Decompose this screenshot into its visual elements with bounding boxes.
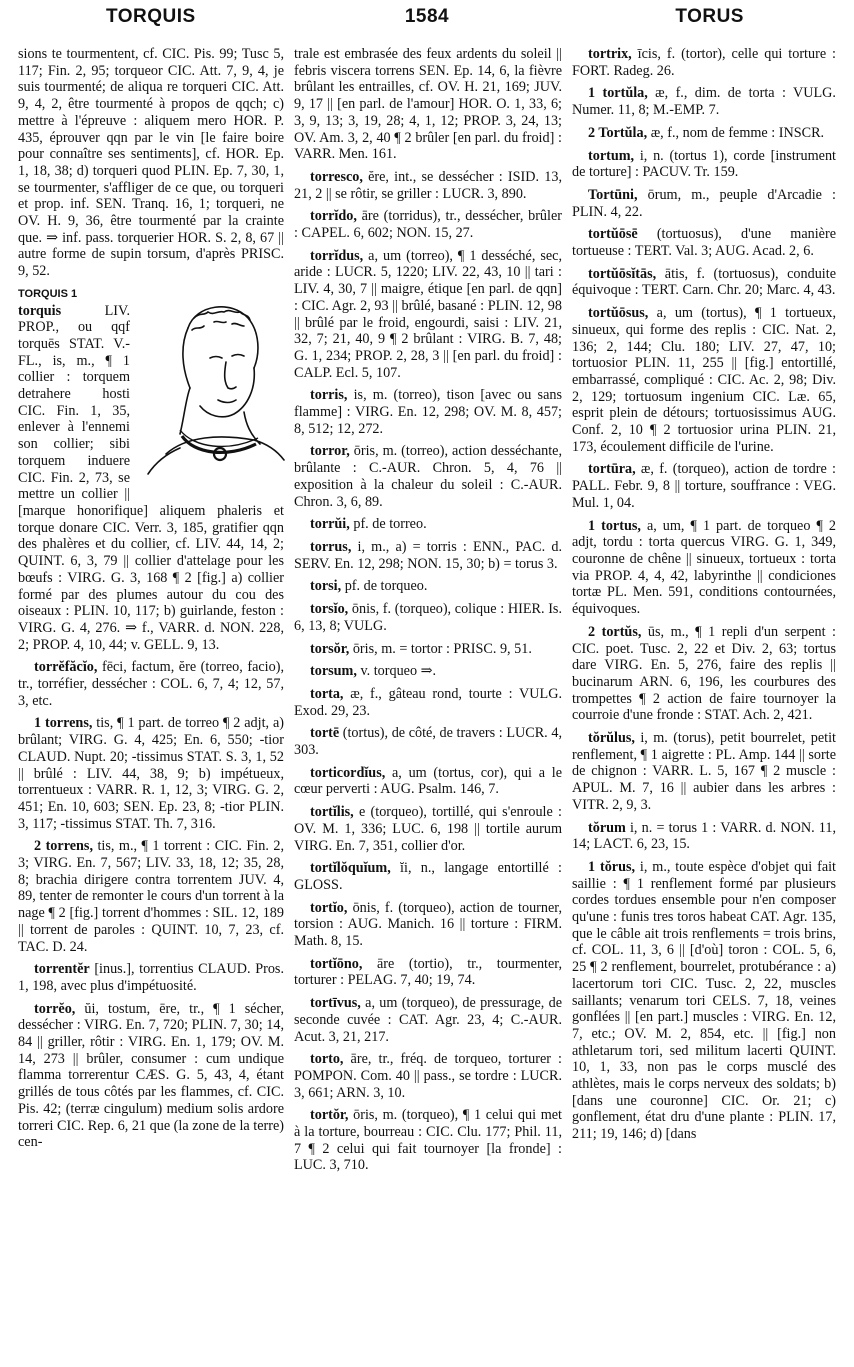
entry-torrido: torrĭdo, āre (torridus), tr., dessécher, brûler : CAPEL. 6, 602; NON. 15, 27. bbox=[294, 208, 562, 242]
entry-torticordius: torticordĭus, a, um (tortus, cor), qui a le cœur perverti : AUG. Psalm. 146, 7. bbox=[294, 764, 562, 798]
entry-continuation: sions te tourmentent, cf. CIC. Pis. 99; Tusc 5, 117; Fin. 2, 95; torqueor CIC. Att. 7, 9, 4, je suis tourmenté; de aliqua re torqueri CIC. Att. 9, 4, 2, être tourmenté à propos de qqch; c) mettre à l'épreuve : aliquem mero HOR. P. 435, éprouver qqn par le vin [le faire boire pour connaître ses sentiments], cf. HOR. Ep. 1, 18, 38; d) torqueri quod PLIN. Ep. 7, 30, 1, se tourmenter, s'affliger de ce que, ou torqueri et prop. inf. SEN. Tranq. 16, 1; torqueri, ne OV. H. 9, 36, être tourmenté par la crainte que. ⇒ inf. pass. torquerier HOR. S. 2, 8, 67 || autre forme de supin torsum, d'après PRISC. 9, 52. bbox=[18, 46, 284, 280]
page-header bbox=[18, 6, 836, 36]
entry-tortuni: Tortūni, ōrum, m., peuple d'Arcadie : PLIN. 4, 22. bbox=[572, 186, 836, 220]
entry-torta: torta, æ, f., gâteau rond, tourte : VULG. Exod. 29, 23. bbox=[294, 685, 562, 719]
entry-torrens-2: 2 torrens, tis, m., ¶ 1 torrent : CIC. Fin. 2, 3; VIRG. En. 7, 567; LIV. 33, 18, 12; 35, 28, 8; brachia dirigere contra torrentem JUV. 4, 89, tenter de remonter le cours d'un torrent à la nage ¶ 2 [fig.] torrent d'hommes : SIL. 12, 189 || torrent de paroles : QUINT. 10, 7, 23, cf. TAC. D. 24. bbox=[18, 838, 284, 955]
entry-torrenter: torrentĕr [inus.], torrentius CLAUD. Pros. 1, 198, avec plus d'impétuosité. bbox=[18, 961, 284, 994]
entry-tortiloquium: tortĭlŏquĭum, ĭi, n., langage entortillé : GLOSS. bbox=[294, 860, 562, 893]
page-number: 1584 bbox=[404, 6, 450, 27]
entry-tortus-2: 2 tortŭs, ūs, m., ¶ 1 repli d'un serpent : CIC. poet. Tusc. 2, 22 et Div. 2, 63; tortus dare VIRG. En. 5, 276, faire des replis || bucinarum ARN. 6, 196, les courbures des trompettes ¶ 2 action de faire tournoyer la courroie d'une fronde : STAT. Ach. 2, 421. bbox=[572, 623, 836, 724]
entry-torus-1: 1 tŏrus, i, m., toute espèce d'objet qui fait saillie : ¶ 1 renflement formé par plusieurs cordes tordues ensemble pour n'en composer qu'une : funis tres toros habeat CAT. Agr. 135, que le câble ait trois renflements = trois brins, cf. COL. 11, 3, 6 || [d'où] toron : COL. 5, 6, 25 ¶ 2 renflement, bourrelet, protubérance : a) lacertorum tori CIC. Tusc. 2, 22, muscles saillants; venarum tori CELS. 7, 18, veines gonflées || [en part.] muscles : VIRG. En. 12, 7, etc.; OV. M. 2, 854, etc. || [fig.] non athletarum tori, sed militum lacerti QUINT. 10, 1, 33, non pas le corps musclé des athlètes, mais le corps nerveux des soldats; b) [dans une couronne] CIC. Or. 21; c) gonflement, état dru d'une plante : PLIN. 17, 211; 19, 146; d) [dans bbox=[572, 858, 836, 1143]
entry-torris: torris, is, m. (torreo), tison [avec ou sans flamme] : VIRG. En. 12, 298; OV. M. 8, 457; 8, 512; 12, 272. bbox=[294, 387, 562, 437]
column-3 bbox=[572, 46, 836, 1149]
entry-tortrix: tortrix, īcis, f. (tortor), celle qui torture : FORT. Radeg. 26. bbox=[572, 46, 836, 79]
entry-torresco: torresco, ĕre, int., se dessécher : ISID. 13, 21, 2 || se rôtir, se griller : LUCR. 3, 890. bbox=[294, 168, 562, 202]
entry-torreo: torrĕo, ŭi, tostum, ēre, tr., ¶ 1 sécher, dessécher : VIRG. En. 7, 720; PLIN. 7, 30; 14, 84 || griller, rôtir : VIRG. En. 1, 179; OV. M. 14, 273 || brûler, consumer : cum undique flamma torrerentur CÆS. G. 5, 43, 4, étant grillés de tous côtés par les flammes, cf. CIC. Pis. 42; (terræ cingulum) medium solis ardore torreri CIC. Rep. 6, 21 que (la zone de la terre) cen- bbox=[18, 1000, 284, 1151]
entry-tortiono: tortĭōno, āre (tortio), tr., tourmenter, torturer : PELAG. 7, 40; 19, 74. bbox=[294, 955, 562, 989]
entry-torsum: torsum, v. torqueo ⇒. bbox=[310, 663, 437, 680]
entry-tortilis: tortĭlis, e (torqueo), tortillé, qui s'enroule : OV. M. 1, 336; LUC. 6, 198 || tortile aurum VIRG. En. 7, 351, collier d'or. bbox=[294, 804, 562, 854]
entry-torsi: torsi, pf. de torqueo. bbox=[310, 578, 428, 595]
entry-tortio: tortĭo, ōnis, f. (torqueo), action de tourner, torsion : AUG. Manich. 16 || torture : FIRM. Math. 8, 15. bbox=[294, 899, 562, 950]
entry-torsio: torsĭo, ōnis, f. (torqueo), colique : HIER. Is. 6, 13, 8; VULG. bbox=[294, 601, 562, 634]
column-1: sions te tourmentent, cf. CIC. Pis. 99; Tusc 5, 117; Fin. 2, 95; torqueor CIC. Att. 7, 9, 4, je suis tourmenté; de aliqua re torqueri CIC. Att. 9, 4, 2, être tourmenté à propos de qqch; c) mettre à l'épreuve : aliquem mero HOR. P. 435, éprouver qqn par le vin [le faire boire pour connaître ses sentiments], cf. HOR. Ep. 1, 18, 38; d) torqueri quod PLIN. Ep. 7, 30, 1, se tourmenter, s'affliger de ce que, ou torqueri et prop. inf. SEN. Tranq. 16, 1; torqueri, ne OV. H. 9, 36, être tourmenté par la crainte que. ⇒ inf. pass. torquerier HOR. S. 2, 8, 67 || autre forme de supin torsum, d'après PRISC. 9, 52. TORQUIS 1 torquis LIV. PROP., ou qqf torquēs STAT. V.-FL., is, m., ¶ 1 collier : torquem detrahere hosti CIC. Fin. 1, 35, enlever à l'ennemi son collier; sibi torquem induere CIC. Fin. 2, 73, se mettre un collier || [marque honorifique] aliquem phaleris et torque donare CIC. Verr. 3, 185, gratifier qqn des phalères et du collier, cf. LIV. 44, 14, 2; QUINT. 6, 3, 79 || collier d'attelage pour les bœufs : VIRG. G. 3, 168 ¶ 2 [fig.] a) collier formé par des plumes autour du cou des oiseaux : PLIN. 10, 117; b) guirlande, feston : VIRG. G. 4, 276. ⇒ f., VARR. d. NON. 228, 2; PROP. 4, 10, 44; v. GELL. 9, 13. torrĕfăcĭo, fēci, factum, ĕre (torreo, facio), tr., torréfier, dessécher : COL. 6, 7, 4; 12, 57, 3, etc. 1 torrens, tis, ¶ 1 part. de torreo ¶ 2 adjt, a) brûlant; VIRG. G. 4, 425; En. 6, 550; -tior CLAUD. Nupt. 20; -tissimus STAT. S. 3, 1, 52 || brûlé : LIV. 44, 38, 9; b) impétueux, torrentueux : VARR. R. 1, 12, 3; VIRG. G. 2, 451; En. 10, 603; SEN. Ep. 23, 8; -tior PLIN. 3, 117; -tissimus STAT. Th. 7, 316. 2 torrens, tis, m., ¶ 1 torrent : CIC. Fin. 2, 3; VIRG. En. 7, 567; LIV. 33, 18, 12; 35, 28, 8; brachia dirigere contra torrentem JUV. 4, 89, tenter de remonter le cours d'un torrent à la nage ¶ 2 [fig.] torrent d'hommes : SIL. 12, 189 || torrent de paroles : QUINT. 10, 7, 23, cf. TAC. D. 24. torrentĕr [inus.], torrentius CLAUD. Pros. 1, 198, avec plus d'impétuosité. torrĕo, ŭi, tostum, ēre, tr., ¶ 1 sécher, dessécher : VIRG. En. 7, 720; PLIN. 7, 30; 14, 84 || griller, rôtir : VIRG. En. 1, 179; OV. M. 14, 273 || brûler, consumer : cum undique flamma torrerentur CÆS. G. 5, 43, 4, étant grillés de tous côtés par les flammes, cf. CIC. Pis. 42; (terræ cingulum) medium solis ardore torreri CIC. Rep. 6, 21 que (la zone de la terre) cen- bbox=[18, 46, 284, 1151]
running-head-left: TORQUIS bbox=[106, 6, 196, 27]
entry-torum: tŏrum i, n. = torus 1 : VARR. d. NON. 11, 14; LACT. 6, 23, 15. bbox=[572, 819, 836, 853]
entry-tortus-1: 1 tortus, a, um, ¶ 1 part. de torqueo ¶ 2 adjt, tordu : torta quercus VIRG. G. 1, 349, couronne de chêne || sinueux, tortueux : torta via PROP. 4, 4, 42, labyrinthe || condiciones tortæ PL. Men. 591, conditions contournées, équivoques. bbox=[572, 517, 836, 618]
entry-torrus: torrus, i, m., a) = torris : ENN., PAC. d. SERV. En. 12, 298; NON. 15, 30; b) = torus 3. bbox=[294, 538, 562, 572]
entry-tortura: tortūra, æ, f. (torqueo), action de tordre : PALL. Febr. 9, 8 || torture, souffrance : VEG. Mul. 1, 04. bbox=[572, 461, 836, 511]
entry-tortula-1: 1 tortŭla, æ, f., dim. de torta : VULG. Numer. 11, 8; M.-EMP. 7. bbox=[572, 85, 836, 119]
entry-torsor: torsŏr, ōris, m. = tortor : PRISC. 9, 51. bbox=[310, 640, 532, 657]
entry-tortum: tortum, i, n. (tortus 1), corde [instrument de torture] : PACUV. Tr. 159. bbox=[572, 147, 836, 181]
figure-caption: TORQUIS 1 bbox=[18, 287, 78, 300]
torquis-illustration bbox=[136, 288, 286, 484]
entry-continuation: trale est embrasée des feux ardents du soleil || febris viscera torrens SEN. Ep. 14, 6, la fièvre brûlant les entrailles, cf. OV. H. 21, 169; JUV. 9, 17 || [en parl. de l'amour] HOR. O. 1, 33, 6; 3, 9, 13; 3, 19, 28; 4, 1, 12; PROP. 3, 24, 13; OV. Am. 3, 2, 40 ¶ 2 brûler [en parl. du froid] : VARR. Men. 161. bbox=[294, 46, 562, 163]
entry-tortivus: tortīvus, a, um (torqueo), de pressurage, de seconde cuvée : CAT. Agr. 23, 4; C.-AUR. Acut. 3, 21, 217. bbox=[294, 995, 562, 1045]
entry-torridus: torrĭdus, a, um (torreo), ¶ 1 desséché, sec, aride : LUCR. 5, 1220; LIV. 22, 43, 10 || tari : LIV. 4, 30, 7 || maigre, étique [en parl. de qqn] : CIC. Agr. 2, 93 || brûlé, basané : PLIN. 12, 98 || brûlé par le froid, engourdi, saisi : LIV. 21, 32, 7; 21, 40, 9 ¶ 2 brûlant : VIRG. B. 7, 48; G. 1, 234; PROP. 2, 28, 3 || [en parl. du froid] : CALP. Ecl. 5, 107. bbox=[294, 247, 562, 381]
entry-torrefacio: torrĕfăcĭo, fēci, factum, ĕre (torreo, facio), tr., torréfier, dessécher : COL. 6, 7, 4; 12, 57, 3, etc. bbox=[18, 659, 284, 709]
torquis-figure bbox=[136, 288, 286, 500]
entry-torto: torto, āre, tr., fréq. de torqueo, torturer : POMPON. Com. 40 || pass., se tordre : LUCR. 3, 661; ARN. 3, 10. bbox=[294, 1051, 562, 1101]
entry-torte: tortē (tortus), de côté, de travers : LUCR. 4, 303. bbox=[294, 725, 562, 759]
entry-tortuose: tortŭōsē (tortuosus), d'une manière tortueuse : TERT. Val. 3; AUG. Acad. 2, 6. bbox=[572, 226, 836, 260]
entry-tortula-2: 2 Tortŭla, æ, f., nom de femme : INSCR. bbox=[588, 124, 825, 141]
entry-tortor: tortŏr, ōris, m. (torqueo), ¶ 1 celui qui met à la torture, bourreau : CIC. Clu. 177; Phil. 11, 7 ¶ 2 celui qui fait tournoyer [la fronde] : LUC. 3, 710. bbox=[294, 1107, 562, 1174]
entry-torrui: torrŭi, pf. de torreo. bbox=[310, 516, 427, 533]
entry-torulus: tŏrŭlus, i, m. (torus), petit bourrelet, petit renflement, ¶ 1 aigrette : PL. Amp. 144 || sorte de chignon : VARR. L. 5, 167 ¶ 2 muscle : APUL. M. 7, 16 || aubier dans les arbres : VITR. 2, 9, 3. bbox=[572, 730, 836, 813]
entry-tortuositas: tortŭōsĭtās, ātis, f. (tortuosus), conduite équivoque : TERT. Carn. Chr. 20; Marc. 4, 43. bbox=[572, 265, 836, 299]
lemma: torquis bbox=[18, 302, 62, 319]
running-head-right: TORUS bbox=[675, 6, 744, 27]
entry-tortuosus: tortŭōsus, a, um (tortus), ¶ 1 tortueux, sinueux, qui forme des replis : CIC. Nat. 2, 136; 2, 144; Clu. 180; LIV. 27, 47, 10; tortuosior PLIN. 11, 255 || [fig.] entortillé, embarrassé, compliqué : CIC. Ac. 2, 98; Div. 2, 129; tortuosum ingenium CIC. Læ. 65, esprit plein de détours; tortuosissimus AUG. Conf. 2, 10 ¶ 2 tortuosior urina PLIN. 21, 173, écoulement difficile de l'urine. bbox=[572, 305, 836, 455]
entry-torrens-1: 1 torrens, tis, ¶ 1 part. de torreo ¶ 2 adjt, a) brûlant; VIRG. G. 4, 425; En. 6, 550; -tior CLAUD. Nupt. 20; -tissimus STAT. S. 3, 1, 52 || brûlé : LIV. 44, 38, 9; b) impétueux, torrentueux : VARR. R. 1, 12, 3; VIRG. G. 2, 451; En. 10, 603; SEN. Ep. 23, 8; -tior PLIN. 3, 117; -tissimus STAT. Th. 7, 316. bbox=[18, 715, 284, 832]
entry-torror: torror, ōris, m. (torreo), action desséchante, brûlante : C.-AUR. Chron. 5, 4, 76 || exposition à la chaleur du soleil : C.-AUR. Chron. 3, 6, 89. bbox=[294, 443, 562, 510]
column-2 bbox=[294, 46, 562, 1180]
